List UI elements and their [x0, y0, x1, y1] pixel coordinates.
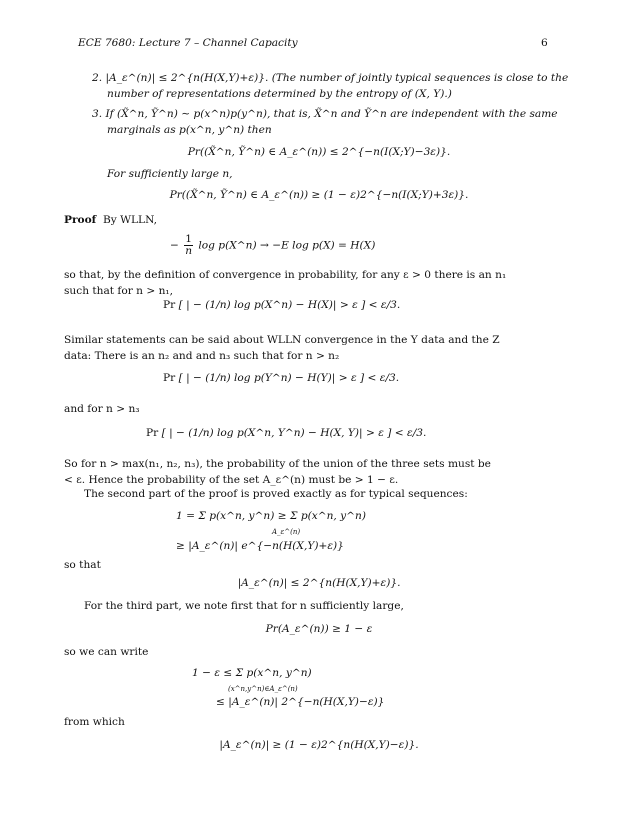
eq-wlln-fraction: $\frac{1}{n}$	[185, 233, 193, 257]
eq1-rhs: < ε/3.	[368, 299, 401, 311]
para-2-line-2: data: There is an n₂ and and n₃ such that for n > n₂	[64, 350, 340, 362]
proof-intro	[64, 214, 157, 226]
page-number: 6	[541, 37, 548, 49]
equation-1	[163, 299, 400, 311]
eq-wlln-minus: −	[170, 239, 179, 252]
equation-7-line-1: 1 − ε ≤ Σ p(x^n, y^n)	[192, 667, 312, 679]
equation-2	[163, 372, 399, 384]
item-3-line-2: marginals as p(x^n, y^n) then	[107, 124, 272, 136]
equation-wlln	[170, 234, 375, 257]
eq3-body: [ | − (1/n) log p(X^n, Y^n) − H(X, Y)| > ε ]	[161, 427, 392, 439]
equation-4-line-2: ≥ |A_ε^(n)| e^{−n(H(X,Y)+ε)}	[176, 540, 344, 552]
item-2-line-1: 2. |A_ε^(n)| ≤ 2^{n(H(X,Y)+ε)}. (The number of jointly typical sequences is close to the	[92, 72, 569, 84]
eq2-body: [ | − (1/n) log p(Y^n) − H(Y)| > ε ]	[178, 372, 365, 384]
eq2-pr: Pr	[163, 372, 176, 384]
para-3: and for n > n₃	[64, 403, 140, 415]
item-3-line-1: 3. If (X̃^n, Ỹ^n) ∼ p(x^n)p(y^n), that is, X̃^n and Ỹ^n are independent with the same	[92, 108, 558, 120]
equation-4-line-1: 1 = Σ p(x^n, y^n) ≥ Σ p(x^n, y^n)	[176, 510, 366, 522]
proof-intro-text: By WLLN,	[103, 214, 158, 226]
large-n-sentence: For sufficiently large n,	[107, 168, 233, 180]
para-4-line-1: So for n > max(n₁, n₂, n₃), the probability of the union of the three sets must be	[64, 458, 491, 470]
equation-independent-lower-bound: Pr((X̃^n, Ỹ^n) ∈ A_ε^(n)) ≥ (1 − ε)2^{−n(I(X;Y)+3ε)}.	[169, 189, 469, 201]
eq1-pr: Pr	[163, 299, 176, 311]
running-header: ECE 7680: Lecture 7 – Channel Capacity	[78, 37, 298, 49]
equation-7-line-2: ≤ |A_ε^(n)| 2^{−n(H(X,Y)−ε)}	[216, 696, 385, 708]
eq3-pr: Pr	[146, 427, 159, 439]
equation-4-subscript: A_ε^(n)	[272, 528, 301, 536]
eq-wlln-tail: log p(X^n) → −E log p(X) = H(X)	[198, 239, 376, 252]
para-9: from which	[64, 716, 125, 728]
eq1-body: [ | − (1/n) log p(X^n) − H(X)| > ε ]	[178, 299, 366, 311]
equation-independent-upper-bound: Pr((X̃^n, Ỹ^n) ∈ A_ε^(n)) ≤ 2^{−n(I(X;Y)−3ε)}.	[187, 146, 451, 158]
para-4-line-2: < ε. Hence the probability of the set A_ε^(n) must be > 1 − ε.	[64, 474, 399, 486]
para-7: For the third part, we note first that for n sufficiently large,	[84, 600, 404, 612]
equation-3	[146, 427, 426, 439]
equation-8: |A_ε^(n)| ≥ (1 − ε)2^{n(H(X,Y)−ε)}.	[219, 739, 419, 751]
para-1-line-1: so that, by the definition of convergence in probability, for any ε > 0 there is an n₁	[64, 269, 507, 281]
equation-5: |A_ε^(n)| ≤ 2^{n(H(X,Y)+ε)}.	[237, 577, 401, 589]
para-8: so we can write	[64, 646, 149, 658]
para-2-line-1: Similar statements can be said about WLLN convergence in the Y data and the Z	[64, 334, 500, 346]
para-5: The second part of the proof is proved exactly as for typical sequences:	[84, 488, 468, 500]
para-1-line-2: such that for n > n₁,	[64, 285, 174, 297]
proof-label: Proof	[64, 214, 97, 226]
para-6: so that	[64, 559, 101, 571]
eq3-rhs: < ε/3.	[394, 427, 427, 439]
equation-7-subscript: (x^n,y^n)∈A_ε^(n)	[228, 685, 298, 693]
equation-6: Pr(A_ε^(n)) ≥ 1 − ε	[265, 623, 373, 635]
eq2-rhs: < ε/3.	[367, 372, 400, 384]
item-2-line-2: number of representations determined by the entropy of (X, Y).)	[107, 88, 452, 100]
